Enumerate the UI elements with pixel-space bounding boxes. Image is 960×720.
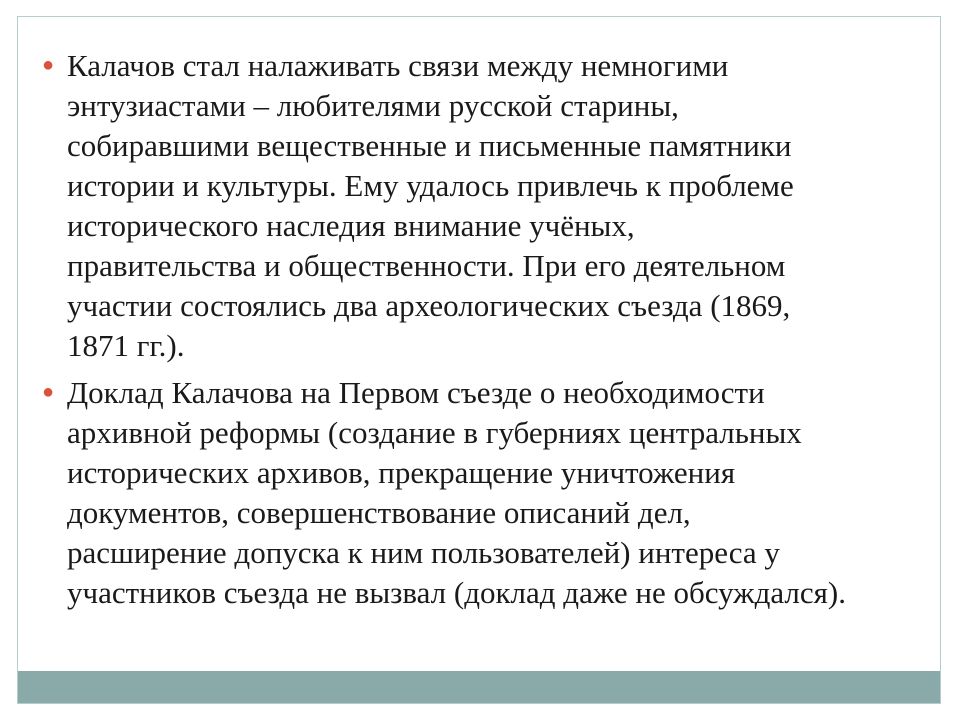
circle-bullet-icon: ●: [42, 381, 55, 403]
bullet-text: Доклад Калачова на Первом съезде о необходимости архивной реформы (создание в губерниях центральных исторических архивов, прекращение уничтожения документов, совершенствование описаний дел, расширение допуска к ним пользователей) интереса у участников съезда не вызвал (доклад даже не обсуждался).: [67, 375, 846, 610]
bullet-item: [40, 46, 910, 366]
circle-bullet-icon: ●: [42, 54, 55, 76]
footer-bar: [18, 671, 940, 703]
bullet-item: [40, 373, 910, 613]
slide-content: [40, 46, 910, 613]
bullet-text: Калачов стал налаживать связи между немногими энтузиастами – любителями русской старины, собиравшими вещественные и письменные памятники истории и культуры. Ему удалось привлечь к проблеме исторического наследия внимание учёных, правительства и общественности. При его деятельном участии состоялись два археологических съезда (1869, 1871 гг.).: [67, 48, 794, 363]
